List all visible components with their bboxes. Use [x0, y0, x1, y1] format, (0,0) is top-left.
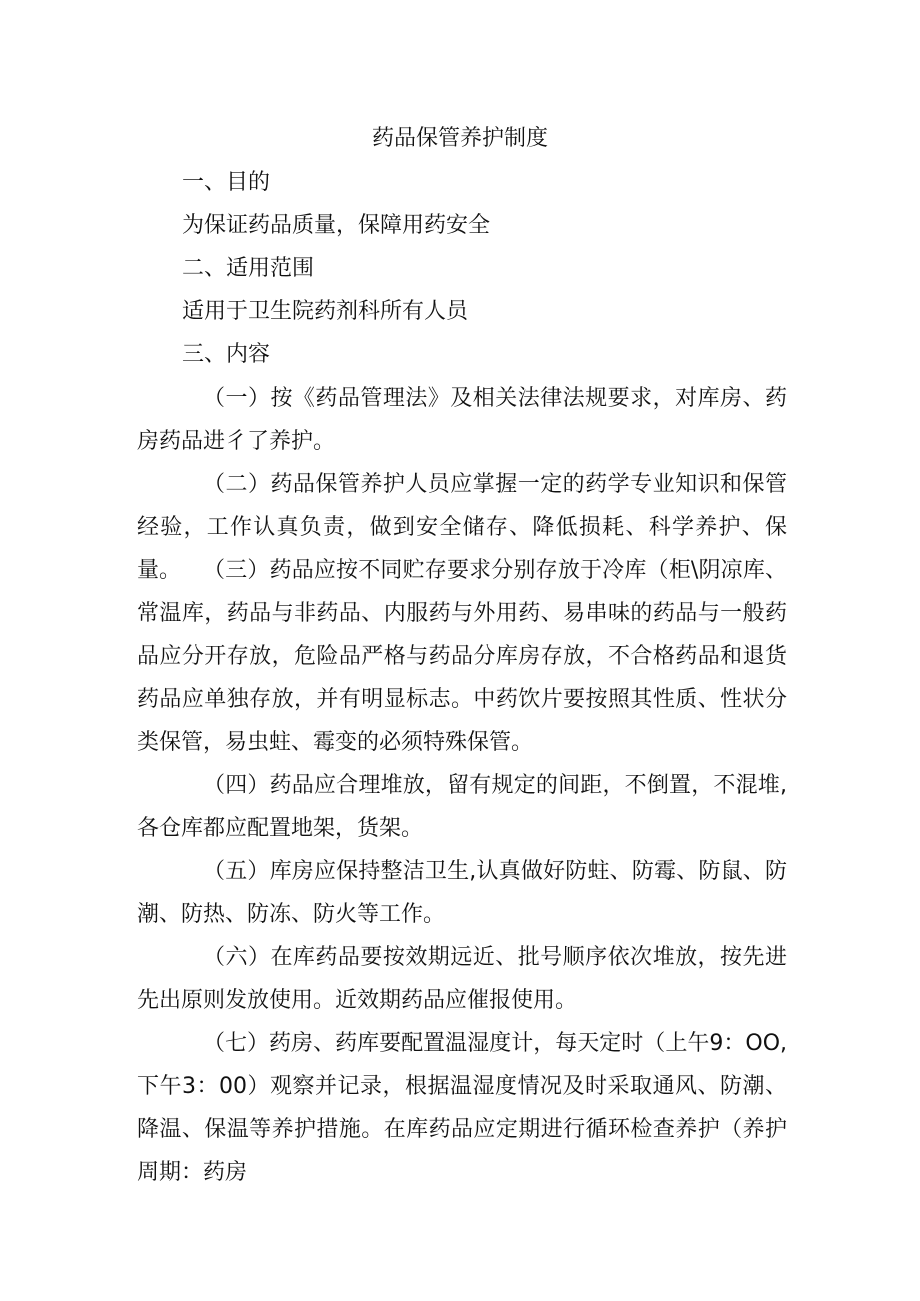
section-heading-purpose: 一、目的 [182, 170, 271, 195]
section-text-scope: 适用于卫生院药剂科所有人员 [182, 299, 469, 324]
section-text-purpose: 为保证药品质量，保障用药安全 [182, 213, 491, 238]
content-item-4: （四）药品应合理堆放，留有规定的间距，不倒置，不混堆,各仓库都应配置地架，货架。 [137, 773, 787, 841]
content-item-7: （七）药房、药库要配置温湿度计，每天定时（上午9：OO,下午3：00）观察并记录，根据温湿度情况及时采取通风、防潮、降温、保温等养护措施。在库药品应定期进行循环检查养护（养护周期：药房 [137, 1031, 787, 1185]
section-heading-scope: 二、适用范围 [182, 256, 315, 281]
document-title: 药品保管养护制度 [371, 126, 548, 151]
section-heading-content: 三、内容 [182, 342, 271, 367]
content-item-1: （一）按《药品管理法》及相关法律法规要求，对库房、药房药品进彳了养护。 [137, 386, 787, 454]
content-item-5: （五）库房应保持整洁卫生,认真做好防蛀、防霉、防鼠、防潮、防热、防冻、防火等工作。 [137, 859, 787, 927]
content-item-2: （二）药品保管养护人员应掌握一定的药学专业知识和保管经验，工作认真负责，做到安全储存、降低损耗、科学养护、保量。 [137, 472, 787, 583]
content-item-3: （三）药品应按不同贮存要求分别存放于冷库（柜\阴凉库、常温库，药品与非药品、内服药与外用药、易串味的药品与一般药品应分开存放，危险品严格与药品分库房存放，不合格药品和退货药品应单独存放，并有明显标志。中药饮片要按照其性质、性状分类保管，易虫蛀、霉变的必须特殊保管。 [137, 558, 787, 755]
content-item-6: （六）在库药品要按效期远近、批号顺序依次堆放，按先进先出原则发放使用。近效期药品应催报使用。 [137, 945, 787, 1013]
